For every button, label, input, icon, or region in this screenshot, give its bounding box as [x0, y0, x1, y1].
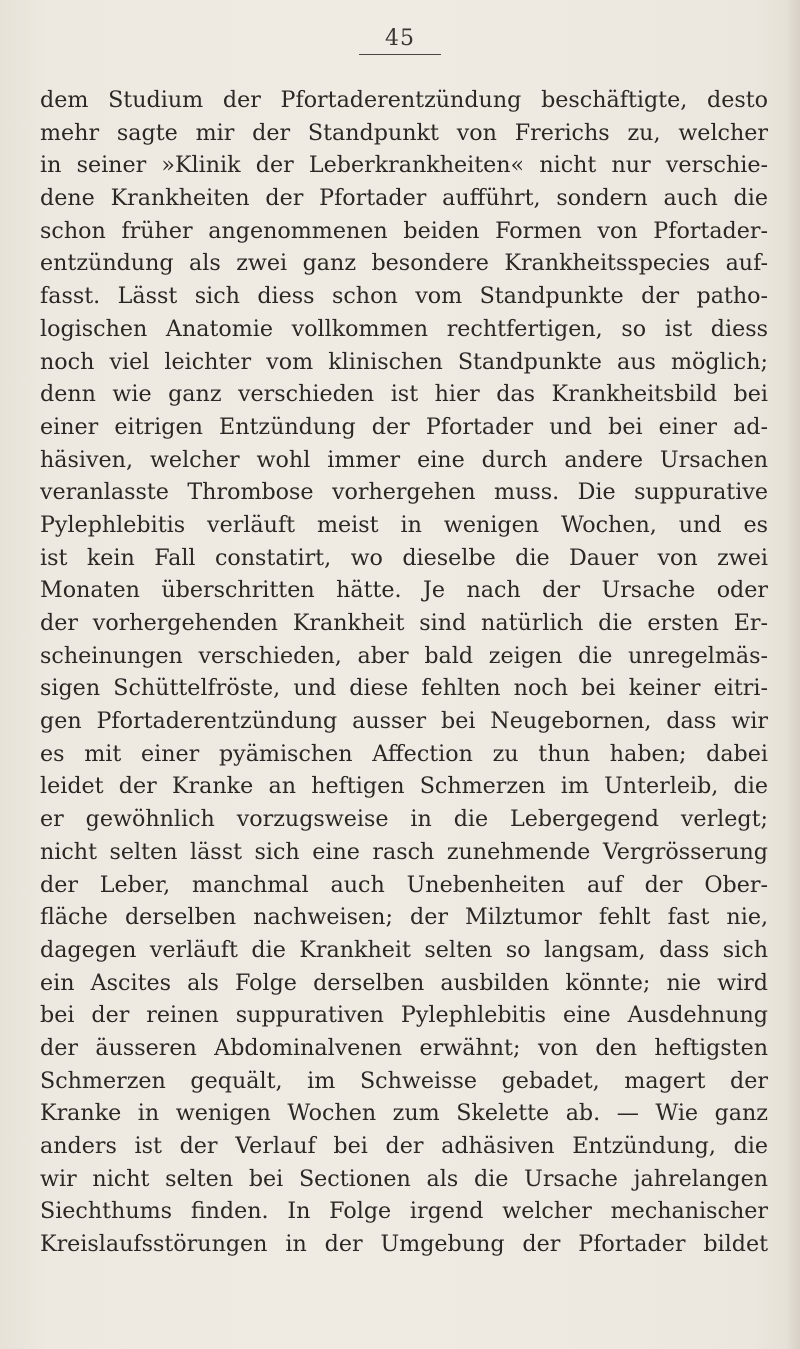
page-number-label: 45 [359, 26, 441, 55]
text-line: veranlasste Thrombose vorhergehen muss. Die suppurative [40, 479, 768, 506]
text-line: wir nicht selten bei Sectionen als die Ursache jahrelangen [40, 1165, 768, 1192]
text-line: entzündung als zwei ganz besondere Krankheitsspecies auf- [40, 250, 768, 277]
text-line: mehr sagte mir der Standpunkt von Frerichs zu, welcher [40, 119, 768, 146]
text-line: dene Krankheiten der Pfortader aufführt, sondern auch die [40, 185, 768, 212]
text-line: noch viel leichter vom klinischen Standpunkte aus möglich; [40, 348, 768, 375]
text-line: leidet der Kranke an heftigen Schmerzen im Unterleib, die [40, 773, 768, 800]
text-line: sigen Schüttelfröste, und diese fehlten noch bei keiner eitri- [40, 675, 768, 702]
text-line: häsiven, welcher wohl immer eine durch andere Ursachen [40, 446, 768, 473]
text-line: anders ist der Verlauf bei der adhäsiven Entzündung, die [40, 1133, 768, 1159]
text-line: es mit einer pyämischen Affection zu thun haben; dabei [40, 740, 768, 767]
text-line: denn wie ganz verschieden ist hier das Krankheitsbild bei [40, 381, 768, 408]
body-text [40, 84, 768, 1261]
text-line: schon früher angenommenen beiden Formen von Pfortader- [40, 217, 768, 244]
text-line: Kranke in wenigen Wochen zum Skelette ab. — Wie ganz [40, 1100, 768, 1127]
text-line: dem Studium der Pfortaderentzündung beschäftigte, desto [40, 87, 768, 113]
text-line: der Leber, manchmal auch Unebenheiten auf der Ober- [40, 871, 768, 898]
text-line: der äusseren Abdominalvenen erwähnt; von den heftigsten [40, 1034, 768, 1061]
text-line: fasst. Lässt sich diess schon vom Standpunkte der patho- [40, 283, 768, 310]
page-number [0, 26, 800, 55]
text-line: Schmerzen gequält, im Schweisse gebadet, magert der [40, 1067, 768, 1094]
text-line: fläche derselben nachweisen; der Milztumor fehlt fast nie, [40, 904, 768, 931]
text-line: logischen Anatomie vollkommen rechtfertigen, so ist diess [40, 315, 768, 342]
text-line: der vorhergehenden Krankheit sind natürlich die ersten Er- [40, 610, 768, 636]
text-line: Pylephlebitis verläuft meist in wenigen Wochen, und es [40, 511, 768, 538]
text-line: einer eitrigen Entzündung der Pfortader und bei einer ad- [40, 413, 768, 440]
text-line: ein Ascites als Folge derselben ausbilden könnte; nie wird [40, 969, 768, 996]
page-edge-shadow [786, 0, 800, 1349]
text-line: dagegen verläuft die Krankheit selten so langsam, dass sich [40, 936, 768, 963]
text-line: nicht selten lässt sich eine rasch zunehmende Vergrösserung [40, 838, 768, 865]
text-line: Kreislaufsstörungen in der Umgebung der Pfortader bildet [40, 1231, 768, 1258]
text-line: er gewöhnlich vorzugsweise in die Lebergegend verlegt; [40, 806, 768, 833]
text-line: ist kein Fall constatirt, wo dieselbe die Dauer von zwei [40, 544, 768, 571]
text-line: bei der reinen suppurativen Pylephlebitis eine Ausdehnung [40, 1002, 768, 1029]
text-line: Monaten überschritten hätte. Je nach der Ursache oder [40, 577, 768, 604]
text-line: in seiner »Klinik der Leberkrankheiten« nicht nur verschie- [40, 152, 768, 179]
text-line: Siechthums finden. In Folge irgend welcher mechanischer [40, 1198, 768, 1225]
text-line: gen Pfortaderentzündung ausser bei Neugebornen, dass wir [40, 708, 768, 735]
text-line: scheinungen verschieden, aber bald zeigen die unregelmäs- [40, 642, 768, 669]
